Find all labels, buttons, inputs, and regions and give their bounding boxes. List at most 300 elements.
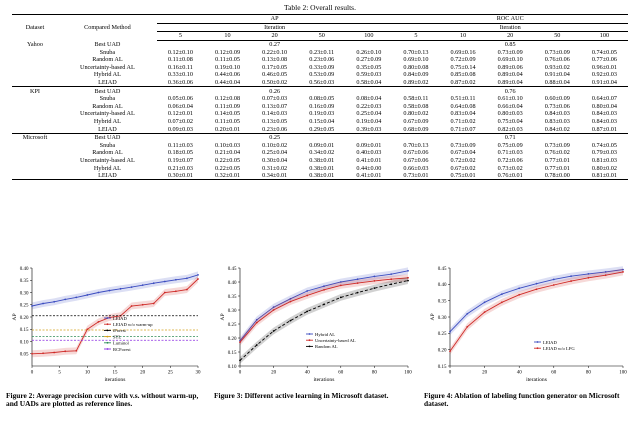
svg-text:0: 0 [448, 370, 452, 376]
cell-auc: 0.78±0.00 [534, 172, 581, 180]
cell-ap: 0.14±0.05 [214, 110, 241, 118]
cell-ap: 0.22±0.10 [262, 48, 288, 56]
cell-auc: 0.83±0.03 [544, 118, 570, 126]
cell-auc: 0.83±0.04 [450, 110, 476, 118]
cell-dataset [12, 172, 58, 180]
cell-ap: 0.11±0.05 [215, 118, 240, 126]
cell-ap: 0.07±0.03 [262, 95, 288, 103]
svg-text:0.45: 0.45 [227, 266, 237, 272]
table-row [12, 157, 628, 165]
cell-ap: 0.25±0.04 [356, 110, 382, 118]
cell-auc: 0.75±0.01 [440, 172, 487, 180]
cell-auc: 0.67±0.04 [450, 149, 476, 157]
cell-ap: 0.33±0.09 [309, 63, 335, 71]
cell-ap [157, 87, 204, 95]
cell-auc [440, 87, 487, 95]
cell-ap: 0.23±0.11 [309, 48, 335, 56]
svg-text:0.35: 0.35 [437, 299, 447, 305]
svg-text:0.35: 0.35 [227, 294, 237, 300]
svg-text:0.30: 0.30 [19, 291, 29, 297]
table-row [12, 125, 628, 133]
svg-text:iterations: iterations [104, 377, 126, 383]
cell-ap: 0.41±0.01 [345, 172, 392, 180]
cell-auc: 0.73±0.02 [497, 164, 523, 172]
cell-ap [345, 40, 392, 48]
cell-auc: 0.71±0.02 [450, 118, 476, 126]
svg-text:0.10: 0.10 [19, 340, 29, 346]
table-row [12, 142, 628, 150]
cell-dataset: KPI [29, 87, 40, 95]
cell-auc: 0.73±0.09 [544, 141, 570, 149]
cell-auc: 0.82±0.03 [487, 125, 534, 133]
cell-ap: 0.26 [269, 87, 281, 95]
cell-auc: 0.60±0.09 [544, 95, 570, 103]
cell-dataset [12, 103, 58, 111]
cell-auc: 0.64±0.08 [450, 102, 476, 110]
header-group-ap: AP [157, 15, 393, 24]
svg-text:80: 80 [585, 370, 591, 376]
cell-ap [298, 87, 345, 95]
svg-text:25: 25 [167, 370, 173, 376]
cell-method: Random AL [92, 149, 123, 157]
cell-auc: 0.58±0.11 [403, 95, 429, 103]
cell-method: LEIAD [58, 172, 157, 180]
cell-ap: 0.11±0.09 [215, 102, 240, 110]
table-row [12, 103, 628, 111]
table-row [12, 79, 628, 87]
results-table [12, 14, 628, 180]
cell-auc: 0.80±0.02 [591, 164, 617, 172]
cell-auc: 0.80±0.03 [497, 110, 523, 118]
cell-ap: 0.50±0.02 [251, 79, 298, 87]
cell-method: Snuba [99, 48, 116, 56]
table-row [12, 87, 628, 95]
cell-ap: 0.25 [269, 134, 281, 142]
cell-auc: 0.51±0.11 [450, 95, 476, 103]
cell-ap: 0.34±0.02 [309, 149, 335, 157]
cell-auc: 0.96±0.01 [591, 63, 617, 71]
cell-ap: 0.16±0.11 [168, 63, 193, 71]
header-group-auc: ROC AUC [392, 15, 628, 24]
cell-ap: 0.14±0.03 [262, 110, 288, 118]
cell-auc: 0.80±0.08 [403, 63, 429, 71]
cell-ap: 0.30±0.04 [262, 156, 288, 164]
cell-ap: 0.11±0.05 [215, 56, 240, 64]
figure-4-plot [424, 262, 629, 390]
header-iter: 50 [534, 32, 581, 41]
header-dataset: Dataset [12, 15, 58, 41]
cell-auc [534, 40, 581, 48]
cell-auc: 0.75±0.04 [497, 118, 523, 126]
cell-ap [298, 133, 345, 141]
cell-auc: 0.93±0.02 [544, 63, 570, 71]
cell-auc: 0.89±0.04 [497, 71, 523, 79]
cell-ap: 0.09±0.01 [356, 141, 382, 149]
svg-text:0: 0 [238, 370, 242, 376]
cell-auc: 0.73±0.09 [450, 141, 476, 149]
svg-text:0.05: 0.05 [19, 352, 29, 358]
table-row [12, 164, 628, 172]
header-iter: 20 [251, 32, 298, 41]
cell-auc: 0.92±0.03 [591, 71, 617, 79]
svg-text:LEIAD w/o LFG: LEIAD w/o LFG [543, 346, 575, 351]
cell-dataset [12, 157, 58, 165]
svg-text:iterations: iterations [526, 377, 547, 383]
cell-auc: 0.76±0.01 [487, 172, 534, 180]
cell-ap: 0.15±0.04 [309, 118, 335, 126]
cell-auc [581, 133, 628, 141]
svg-text:0.25: 0.25 [19, 303, 29, 309]
cell-auc: 0.61±0.10 [497, 95, 523, 103]
svg-text:100: 100 [404, 370, 412, 376]
svg-text:0.40: 0.40 [19, 266, 29, 272]
cell-ap: 0.17±0.05 [262, 63, 288, 71]
cell-auc: 0.73±0.09 [497, 48, 523, 56]
cell-auc: 0.72±0.02 [450, 156, 476, 164]
cell-auc: 0.70±0.13 [403, 48, 429, 56]
cell-auc: 0.81±0.03 [591, 156, 617, 164]
cell-auc: 0.73±0.09 [544, 48, 570, 56]
cell-auc: 0.77±0.01 [544, 164, 570, 172]
cell-ap: 0.31±0.02 [262, 164, 288, 172]
cell-method: Hybrid AL [93, 118, 121, 126]
cell-auc: 0.74±0.05 [591, 141, 617, 149]
header-iter: 20 [487, 32, 534, 41]
svg-text:LEIAD: LEIAD [113, 315, 127, 321]
cell-ap: 0.13±0.07 [262, 102, 288, 110]
cell-ap: 0.10±0.03 [214, 141, 241, 149]
cell-method: Random AL [92, 102, 123, 110]
cell-ap: 0.20±0.01 [204, 125, 251, 133]
svg-text:0.25: 0.25 [227, 322, 237, 328]
cell-ap: 0.23±0.06 [251, 125, 298, 133]
cell-auc: 0.76±0.06 [544, 56, 570, 64]
svg-text:80: 80 [371, 370, 377, 376]
cell-auc: 0.76±0.02 [544, 149, 570, 157]
svg-text:0.15: 0.15 [19, 328, 29, 334]
cell-ap: 0.46±0.05 [262, 71, 288, 79]
cell-auc: 0.72±0.09 [450, 56, 476, 64]
svg-text:iForest: iForest [113, 328, 126, 334]
cell-auc: 0.67±0.02 [450, 164, 476, 172]
svg-text:0.40: 0.40 [227, 280, 237, 286]
cell-ap: 0.27 [269, 41, 281, 49]
cell-auc: 0.75±0.09 [497, 141, 523, 149]
cell-ap: 0.44±0.06 [214, 71, 241, 79]
cell-auc: 0.84±0.09 [403, 71, 429, 79]
cell-dataset [12, 149, 58, 157]
cell-ap: 0.12±0.08 [214, 95, 241, 103]
cell-ap: 0.22±0.03 [356, 102, 382, 110]
svg-text:20: 20 [271, 370, 277, 376]
cell-auc: 0.87±0.01 [581, 125, 628, 133]
table-row [12, 149, 628, 157]
cell-auc: 0.73±0.01 [392, 172, 439, 180]
cell-auc: 0.72±0.06 [497, 156, 523, 164]
cell-auc: 0.66±0.03 [403, 164, 429, 172]
cell-auc: 0.66±0.04 [497, 102, 523, 110]
cell-method: LEIAD [58, 125, 157, 133]
svg-text:Hybrid AL: Hybrid AL [315, 331, 336, 337]
cell-ap: 0.13±0.05 [262, 118, 288, 126]
cell-auc: 0.67±0.09 [403, 118, 429, 126]
cell-method: Best UAD [94, 87, 121, 95]
svg-text:0.30: 0.30 [437, 315, 447, 321]
svg-text:40: 40 [304, 370, 310, 376]
cell-dataset: Yahoo [27, 40, 43, 48]
figure-2-caption: Figure 2: Average precision curve with v.s. without warm-up, and UADs are plotted as reference lines. [6, 391, 199, 409]
svg-text:0.20: 0.20 [227, 336, 237, 342]
cell-auc [581, 40, 628, 48]
cell-auc [392, 87, 439, 95]
svg-text:60: 60 [551, 370, 557, 376]
cell-ap: 0.53±0.09 [309, 71, 335, 79]
cell-dataset [12, 118, 58, 126]
svg-text:40: 40 [516, 370, 522, 376]
cell-method: Best UAD [94, 40, 121, 48]
cell-ap: 0.11±0.03 [168, 141, 193, 149]
svg-text:5: 5 [58, 370, 61, 376]
cell-dataset [12, 95, 58, 103]
svg-text:0.15: 0.15 [437, 364, 447, 370]
svg-text:0.10: 0.10 [227, 364, 237, 370]
header-iteration-auc: Iteration [392, 23, 628, 32]
cell-auc: 0.69±0.16 [450, 48, 476, 56]
svg-text:Uncertainty-based AL: Uncertainty-based AL [315, 338, 356, 343]
table-row [12, 118, 628, 126]
cell-ap: 0.08±0.04 [356, 95, 382, 103]
cell-auc: 0.79±0.03 [591, 149, 617, 157]
cell-auc: 0.64±0.07 [591, 95, 617, 103]
svg-text:Random AL: Random AL [315, 344, 338, 350]
svg-text:STL: STL [113, 334, 122, 340]
cell-ap: 0.19±0.04 [356, 118, 382, 126]
cell-method: Hybrid AL [93, 164, 121, 172]
cell-auc: 0.87±0.02 [440, 79, 487, 87]
cell-auc: 0.84±0.03 [591, 118, 617, 126]
cell-ap: 0.19±0.10 [214, 63, 241, 71]
figure-4 [424, 262, 634, 409]
cell-auc: 0.81±0.01 [581, 172, 628, 180]
cell-ap: 0.34±0.01 [251, 172, 298, 180]
cell-ap: 0.21±0.04 [214, 149, 241, 157]
cell-ap: 0.12±0.09 [214, 48, 241, 56]
figure-3-caption: Figure 3: Different active learning in Microsoft dataset. [214, 391, 389, 400]
cell-ap: 0.38±0.01 [309, 156, 335, 164]
cell-ap: 0.29±0.05 [298, 125, 345, 133]
cell-auc: 0.68±0.09 [392, 125, 439, 133]
cell-auc: 0.75±0.14 [450, 63, 476, 71]
cell-auc: 0.77±0.01 [544, 156, 570, 164]
cell-ap: 0.26±0.10 [356, 48, 382, 56]
header-iteration-ap: Iteration [157, 23, 393, 32]
cell-ap: 0.41±0.01 [356, 156, 382, 164]
svg-text:0: 0 [30, 370, 34, 376]
header-iter: 100 [345, 32, 392, 41]
cell-ap [298, 40, 345, 48]
figure-2 [6, 262, 204, 409]
figures-row [0, 262, 640, 439]
svg-text:AP: AP [220, 313, 226, 321]
cell-auc: 0.85±0.08 [450, 71, 476, 79]
svg-text:60: 60 [338, 370, 344, 376]
svg-text:0.35: 0.35 [19, 279, 29, 285]
cell-method: Uncertainty-based AL [80, 156, 135, 164]
svg-text:20: 20 [482, 370, 488, 376]
svg-text:0.40: 0.40 [437, 283, 447, 289]
svg-text:10: 10 [84, 370, 90, 376]
cell-ap: 0.32±0.01 [204, 172, 251, 180]
figure-3-plot [214, 262, 414, 390]
header-iter: 5 [157, 32, 204, 41]
figure-3 [214, 262, 414, 400]
cell-ap: 0.56±0.03 [298, 79, 345, 87]
svg-text:0.25: 0.25 [437, 332, 447, 338]
table-row [12, 95, 628, 103]
cell-auc: 0.71 [504, 134, 516, 142]
cell-method: Snuba [99, 141, 116, 149]
svg-text:LEIAD w/o warm-up: LEIAD w/o warm-up [113, 322, 153, 327]
header-iter: 5 [392, 32, 439, 41]
svg-text:LEIAD: LEIAD [543, 339, 557, 345]
cell-auc: 0.91±0.04 [581, 79, 628, 87]
table-row [12, 40, 628, 48]
cell-method: Snuba [99, 95, 116, 103]
cell-ap: 0.30±0.01 [157, 172, 204, 180]
cell-ap: 0.12±0.01 [167, 110, 193, 118]
cell-dataset [12, 125, 58, 133]
cell-ap [157, 133, 204, 141]
cell-ap: 0.21±0.03 [167, 164, 193, 172]
cell-dataset [12, 71, 58, 79]
table-row [12, 133, 628, 141]
cell-dataset [12, 164, 58, 172]
cell-ap: 0.25±0.04 [262, 149, 288, 157]
cell-ap: 0.59±0.03 [356, 71, 382, 79]
cell-method: Hybrid AL [93, 71, 121, 79]
cell-ap: 0.36±0.06 [157, 79, 204, 87]
cell-ap: 0.22±0.05 [214, 164, 241, 172]
table-row [12, 48, 628, 56]
svg-text:RCForest: RCForest [113, 346, 131, 352]
cell-auc: 0.85 [504, 41, 516, 49]
cell-auc [392, 133, 439, 141]
cell-ap: 0.10±0.02 [262, 141, 288, 149]
cell-ap: 0.39±0.03 [345, 125, 392, 133]
cell-ap: 0.27±0.09 [356, 56, 382, 64]
cell-ap: 0.35±0.05 [356, 63, 382, 71]
cell-auc: 0.89±0.02 [392, 79, 439, 87]
cell-dataset [12, 48, 58, 56]
cell-auc: 0.67±0.06 [403, 156, 429, 164]
cell-auc: 0.69±0.10 [497, 56, 523, 64]
cell-ap: 0.44±0.00 [356, 164, 382, 172]
cell-method: Uncertainty-based AL [80, 63, 135, 71]
header-iter: 10 [204, 32, 251, 41]
header-iter: 50 [298, 32, 345, 41]
table-row [12, 64, 628, 72]
cell-dataset [12, 64, 58, 72]
cell-auc: 0.77±0.06 [591, 56, 617, 64]
cell-auc: 0.71±0.07 [440, 125, 487, 133]
cell-auc: 0.88±0.04 [534, 79, 581, 87]
cell-dataset [12, 110, 58, 118]
header-method: Compared Method [58, 15, 157, 41]
cell-ap: 0.38±0.01 [298, 172, 345, 180]
cell-auc [392, 40, 439, 48]
cell-auc: 0.76 [504, 87, 516, 95]
cell-ap: 0.06±0.04 [167, 102, 193, 110]
cell-auc: 0.80±0.02 [403, 110, 429, 118]
cell-ap: 0.22±0.05 [214, 156, 241, 164]
table-caption: Table 2: Overall results. [284, 3, 356, 12]
cell-auc [534, 87, 581, 95]
cell-ap: 0.07±0.02 [167, 118, 193, 126]
table-row [12, 172, 628, 180]
cell-auc: 0.80±0.04 [591, 102, 617, 110]
cell-auc: 0.71±0.03 [497, 149, 523, 157]
svg-text:Luminol: Luminol [113, 340, 129, 346]
cell-dataset [12, 79, 58, 87]
cell-ap: 0.16±0.09 [309, 102, 335, 110]
cell-method: Random AL [92, 56, 123, 64]
cell-auc: 0.84±0.03 [544, 110, 570, 118]
cell-auc: 0.89±0.06 [497, 63, 523, 71]
cell-dataset [12, 56, 58, 64]
cell-ap [157, 40, 204, 48]
cell-ap: 0.38±0.01 [309, 164, 335, 172]
cell-ap: 0.33±0.10 [167, 71, 193, 79]
svg-text:30: 30 [195, 370, 201, 376]
table-header-row [12, 15, 628, 24]
cell-ap [204, 40, 251, 48]
cell-ap: 0.12±0.10 [167, 48, 193, 56]
cell-ap [345, 87, 392, 95]
cell-ap: 0.05±0.06 [167, 95, 193, 103]
svg-text:0.15: 0.15 [227, 350, 237, 356]
cell-dataset: Microsoft [22, 134, 48, 142]
figure-4-caption: Figure 4: Ablation of labeling function generator on Microsoft dataset. [424, 391, 620, 409]
cell-ap [345, 133, 392, 141]
table-row [12, 71, 628, 79]
cell-auc: 0.84±0.02 [534, 125, 581, 133]
svg-text:0.30: 0.30 [227, 308, 237, 314]
cell-auc: 0.70±0.13 [403, 141, 429, 149]
header-iter: 100 [581, 32, 628, 41]
cell-auc: 0.74±0.05 [591, 48, 617, 56]
svg-text:0.45: 0.45 [437, 266, 447, 272]
cell-ap: 0.23±0.06 [309, 56, 335, 64]
cell-ap: 0.19±0.07 [167, 156, 193, 164]
cell-ap: 0.44±0.04 [204, 79, 251, 87]
table-row [12, 110, 628, 118]
cell-method: Best UAD [94, 134, 121, 142]
figure-2-plot [6, 262, 204, 390]
cell-auc: 0.67±0.06 [403, 149, 429, 157]
svg-text:100: 100 [619, 370, 627, 376]
cell-auc: 0.89±0.04 [487, 79, 534, 87]
cell-auc: 0.73±0.06 [544, 102, 570, 110]
cell-ap [204, 87, 251, 95]
cell-ap: 0.09±0.03 [157, 125, 204, 133]
cell-auc: 0.58±0.08 [403, 102, 429, 110]
cell-ap: 0.11±0.08 [168, 56, 193, 64]
cell-auc [440, 133, 487, 141]
svg-text:20: 20 [140, 370, 146, 376]
header-iter: 10 [440, 32, 487, 41]
svg-text:iterations: iterations [313, 377, 335, 383]
cell-method: LEIAD [58, 79, 157, 87]
